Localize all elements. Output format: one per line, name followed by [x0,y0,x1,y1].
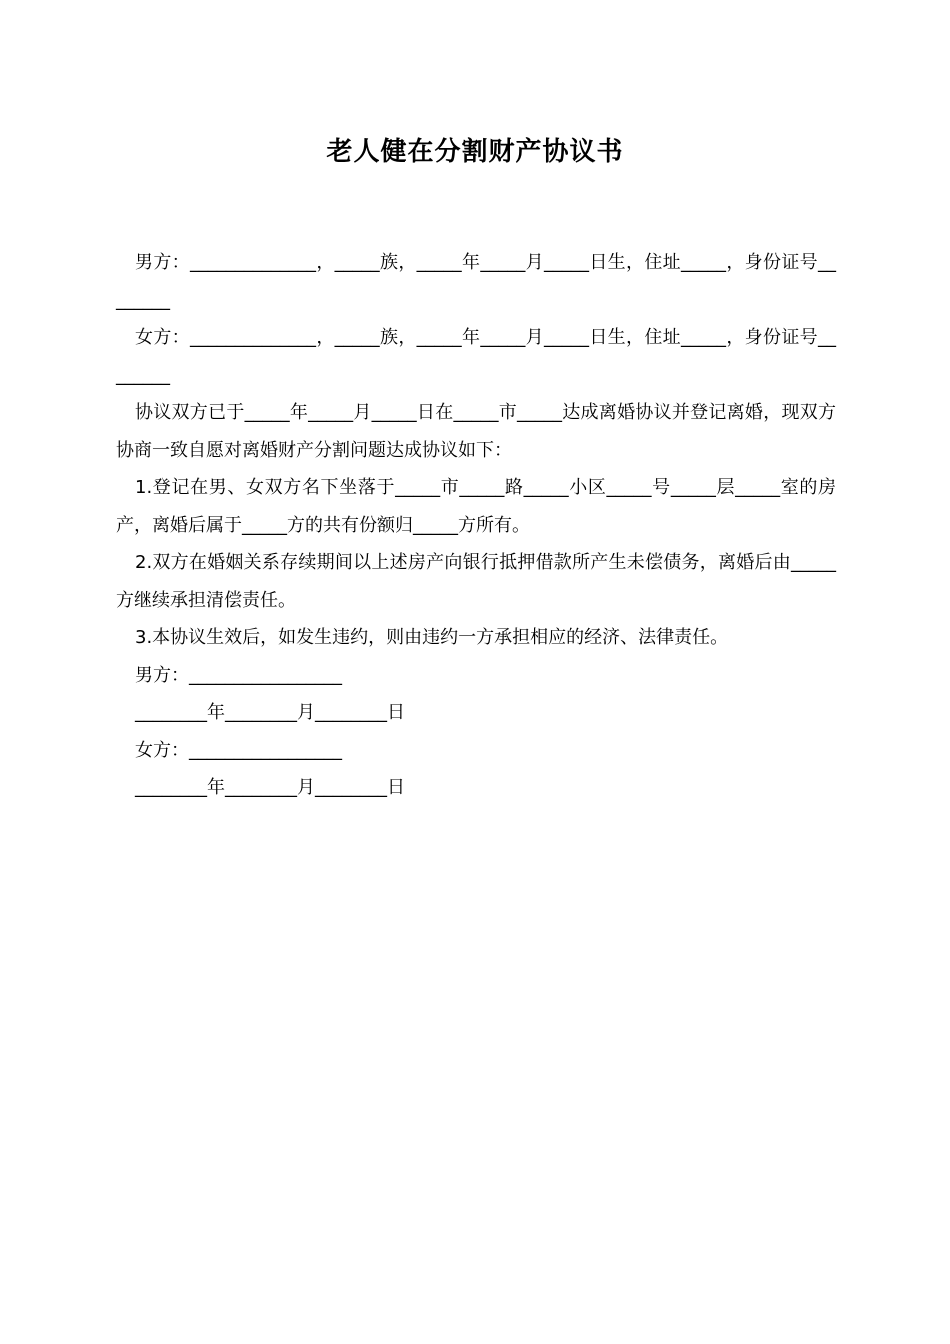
document-title: 老人健在分割财产协议书 [326,137,624,167]
document-body [116,244,836,807]
clause-2-debt: 2.双方在婚姻关系存续期间以上述房产向银行抵押借款所产生未偿债务，离婚后由_____方继续承担清偿责任。 [116,552,836,611]
female-party-info: 女方：______________，_____族，_____年_____月_____日生，住址_____，身份证号________ [116,327,836,386]
male-party-info: 男方：______________，_____族，_____年_____月_____日生，住址_____，身份证号________ [116,252,836,311]
female-signature-date: ________年________月________日 [135,777,405,798]
male-signature-date: ________年________月________日 [135,702,405,723]
female-signature-line: 女方：_________________ [135,739,342,761]
agreement-preamble: 协议双方已于_____年_____月_____日在_____市_____达成离婚协议并登记离婚，现双方协商一致自愿对离婚财产分割问题达成协议如下： [116,402,836,461]
clause-3-liability: 3.本协议生效后，如发生违约，则由违约一方承担相应的经济、法律责任。 [135,627,729,648]
clause-1-property: 1.登记在男、女双方名下坐落于_____市_____路_____小区_____号_____层_____室的房产，离婚后属于_____方的共有份额归_____方所有。 [116,477,836,536]
male-signature-line: 男方：_________________ [135,664,342,686]
